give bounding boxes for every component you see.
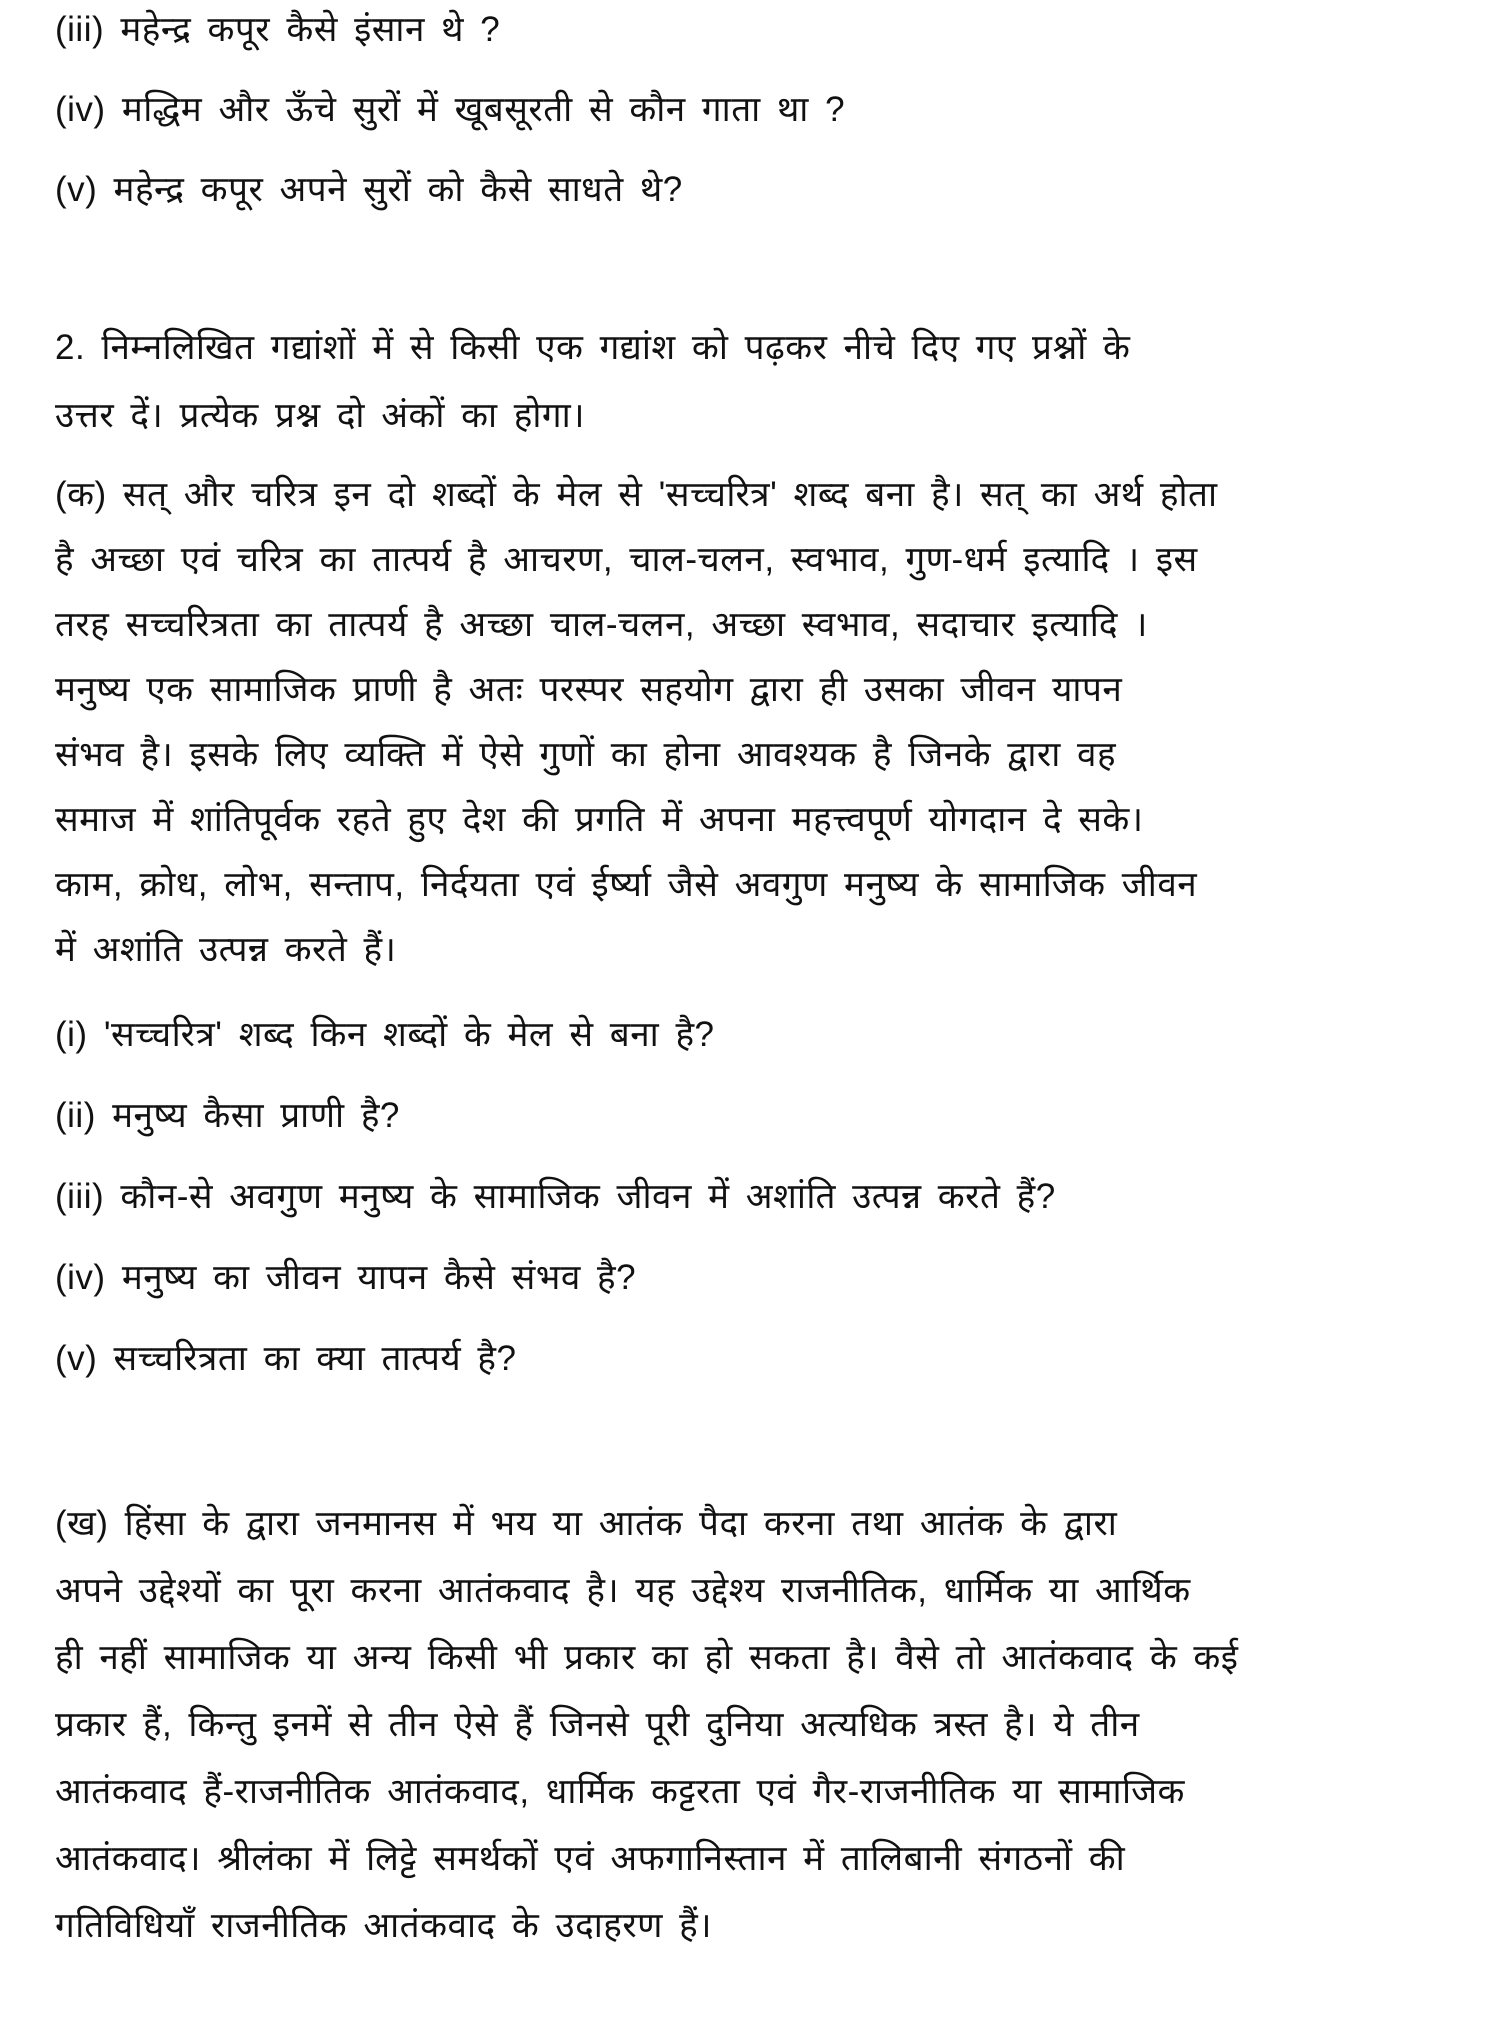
passage-line: काम, क्रोध, लोभ, सन्ताप, निर्दयता एवं ईर्ष्या जैसे अवगुण मनुष्य के सामाजिक जीवन xyxy=(55,865,1198,904)
question-text: महेन्द्र कपूर कैसे इंसान थे ? xyxy=(120,10,501,49)
question-number: (v) xyxy=(55,1339,98,1378)
question-item xyxy=(55,1094,400,1138)
passage-line: आतंकवाद हैं-राजनीतिक आतंकवाद, धार्मिक कट्टरता एवं गैर-राजनीतिक या सामाजिक xyxy=(55,1772,1185,1811)
section-instruction: 2. निम्नलिखित गद्यांशों में से किसी एक गद्यांश को पढ़कर नीचे दिए गए प्रश्नों के xyxy=(55,328,1131,367)
question-text: 'सच्चरित्र' शब्द किन शब्दों के मेल से बना है? xyxy=(103,1015,715,1054)
question-number: (i) xyxy=(55,1015,88,1054)
question-number: (ii) xyxy=(55,1096,96,1135)
question-item xyxy=(55,1256,636,1300)
question-text: महेन्द्र कपूर अपने सुरों को कैसे साधते थे? xyxy=(113,170,683,209)
question-number: (v) xyxy=(55,170,98,209)
question-item xyxy=(55,8,500,52)
section-instruction: उत्तर दें। प्रत्येक प्रश्न दो अंकों का होगा। xyxy=(55,396,585,435)
passage-line: है अच्छा एवं चरित्र का तात्पर्य है आचरण, चाल-चलन, स्वभाव, गुण-धर्म इत्यादि । इस xyxy=(55,540,1198,579)
question-text: सच्चरित्रता का क्या तात्पर्य है? xyxy=(113,1339,517,1378)
question-text: कौन-से अवगुण मनुष्य के सामाजिक जीवन में अशांति उत्पन्न करते हैं? xyxy=(120,1177,1056,1216)
passage-line: में अशांति उत्पन्न करते हैं। xyxy=(55,930,397,969)
passage-line: तरह सच्चरित्रता का तात्पर्य है अच्छा चाल-चलन, अच्छा स्वभाव, सदाचार इत्यादि । xyxy=(55,605,1148,644)
question-text: मनुष्य कैसा प्राणी है? xyxy=(112,1096,400,1135)
question-item xyxy=(55,1337,516,1381)
passage-line: गतिविधियाँ राजनीतिक आतंकवाद के उदाहरण हैं। xyxy=(55,1906,713,1945)
question-item xyxy=(55,168,683,212)
question-number: (iv) xyxy=(55,90,106,129)
passage-line: आतंकवाद। श्रीलंका में लिट्टे समर्थकों एवं अफगानिस्तान में तालिबानी संगठनों की xyxy=(55,1839,1126,1878)
question-item xyxy=(55,1175,1056,1219)
passage-line: अपने उद्देश्यों का पूरा करना आतंकवाद है। यह उद्देश्य राजनीतिक, धार्मिक या आर्थिक xyxy=(55,1571,1191,1610)
question-text: मद्धिम और ऊँचे सुरों में खूबसूरती से कौन गाता था ? xyxy=(121,90,846,129)
question-number: (iii) xyxy=(55,1177,105,1216)
passage-line: समाज में शांतिपूर्वक रहते हुए देश की प्रगति में अपना महत्त्वपूर्ण योगदान दे सके। xyxy=(55,800,1144,839)
passage-line: मनुष्य एक सामाजिक प्राणी है अतः परस्पर सहयोग द्वारा ही उसका जीवन यापन xyxy=(55,670,1123,709)
passage-line: संभव है। इसके लिए व्यक्ति में ऐसे गुणों का होना आवश्यक है जिनके द्वारा वह xyxy=(55,735,1117,774)
question-item xyxy=(55,1013,715,1057)
passage-line: (क) सत् और चरित्र इन दो शब्दों के मेल से 'सच्चरित्र' शब्द बना है। सत् का अर्थ होता xyxy=(55,475,1218,514)
question-number: (iii) xyxy=(55,10,105,49)
passage-line: ही नहीं सामाजिक या अन्य किसी भी प्रकार का हो सकता है। वैसे तो आतंकवाद के कई xyxy=(55,1638,1239,1677)
question-number: (iv) xyxy=(55,1258,106,1297)
question-item xyxy=(55,88,845,132)
question-text: मनुष्य का जीवन यापन कैसे संभव है? xyxy=(121,1258,637,1297)
passage-line: (ख) हिंसा के द्वारा जनमानस में भय या आतंक पैदा करना तथा आतंक के द्वारा xyxy=(55,1504,1118,1543)
passage-line: प्रकार हैं, किन्तु इनमें से तीन ऐसे हैं जिनसे पूरी दुनिया अत्यधिक त्रस्त है। ये तीन xyxy=(55,1705,1140,1744)
